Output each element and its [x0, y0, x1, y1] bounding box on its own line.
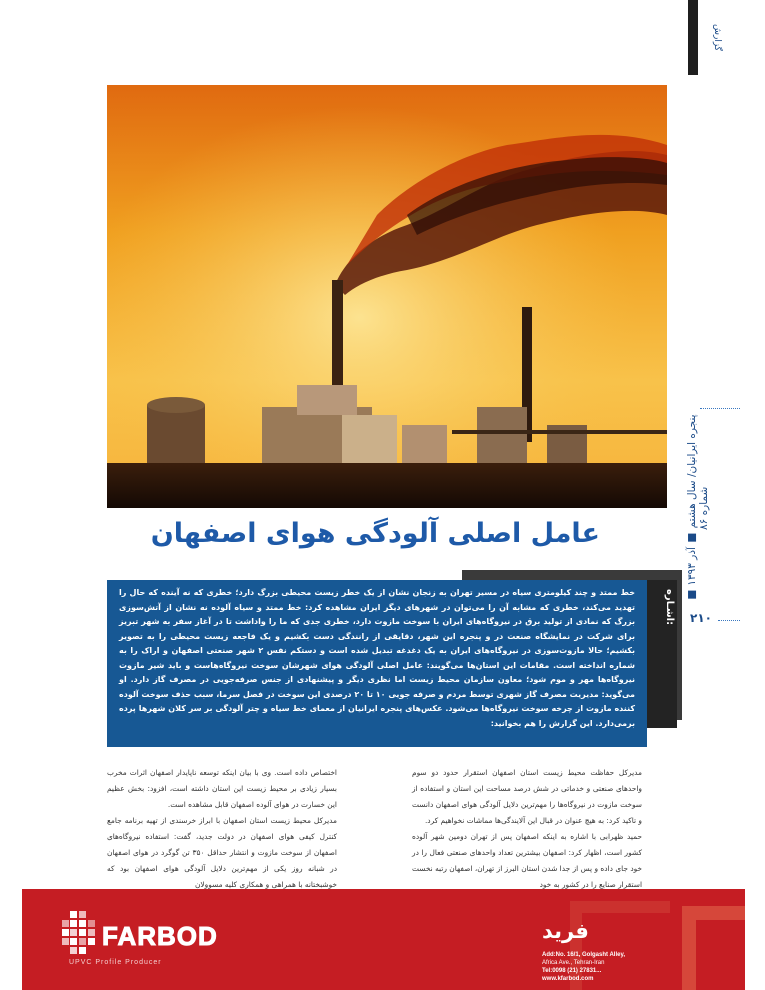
farbod-advertisement	[22, 889, 745, 990]
headline: عامل اصلی آلودگی هوای اصفهان	[150, 518, 600, 549]
lead-label-box	[647, 580, 677, 728]
farbod-logo-icon	[62, 911, 96, 957]
lead-label: اشـاره:	[664, 588, 675, 626]
power-plant-illustration	[107, 85, 667, 508]
lead-paragraph: خط ممتد و چند کیلومتری سیاه در مسیر تهران به زنجان نشان از یک خطر زیست محیطی بزرگ دارد؛ خطری که نه آینده که حال را تهدید می‌کند، خطری که مشابه آن را می‌توان در شهرهای دیگر ایران مشاهده کرد: خط ممتد و سیاه آلوده نه نشان از آتش‌سوزی بزرگ که نمادی از تولید برق در نیروگاه‌های ایران با سوخت مازوت دارد، خطری جدی که ما را واداشت تا در آغاز سفر به شهر تبریز برای شرکت در نمایشگاه صنعت در و پنجره این شهر، دقایقی از رانندگی دست بکشیم و یک فاجعه زیست محیطی را به تصویر بکشیم؛ حالا مازوت‌سوزی در نیروگاه‌های ایران به یک دغدغه تبدیل شده است و دستکم نفس ۲ شهر صنعتی اصفهان و اراک را به شماره انداخته است. مقامات این استان‌ها می‌گویند: عامل اصلی آلودگی هوای شهرشان سوخت نیروگاه‌هاست و باید شیر مازوت نیروگاه‌ها مهر و موم شود؛ معاون سازمان محیط زیست اما نظری دیگر و پیشنهادی از جنس صرفه‌جویی در مصرف گاز دارد. او می‌گوید: مدیریت مصرف گاز شهری توسط مردم و صرفه جویی ۱۰ تا ۲۰ درصدی این سوخت در فصل سرما، سبب حذف سوخت آلوده کننده مازوت از چرخه سوخت نیروگاه‌ها می‌شود. عکس‌های پنجره ایرانیان از معمای خط سیاه و چتر آلودگی بر سر کلان شهرها پرده برمی‌دارد. این گزارش را هم بخوانید:	[107, 580, 647, 747]
body-paragraph: مدیرکل محیط زیست استان اصفهان با ابراز خرسندی از تهیه برنامه جامع کنترل کیفی هوای اصفهان در دولت جدید، گفت: استفاده نیروگاه‌های اصفهان از سوخت مازوت و انتشار حداقل ۳۵۰ تن گوگرد در هوای اصفهان در شبانه روز یکی از مهم‌ترین دلایل آلودگی هوای اصفهان بود که خوشبختانه با همراهی و همکاری کلیه مسوولان	[107, 816, 337, 889]
body-column-left	[107, 765, 337, 889]
farbod-wordmark: FARBOD	[102, 921, 218, 951]
dotted-rule-top	[700, 408, 740, 409]
address-line: Add:No. 16/1, Golgasht Alley,	[542, 952, 626, 958]
magazine-strip: پنجره ایرانیان/ سال هشتم ■ آذر ۱۳۹۳ ■ شماره ۸۶	[686, 414, 710, 602]
ad-address	[542, 951, 702, 983]
body-paragraph: اختصاص داده است. وی با بیان اینکه توسعه ناپایدار اصفهان اثرات مخرب بسیار زیادی بر محیط زیست این استان داشته است، افزود: بخش عظیم این خسارت در هوای آلوده اصفهان قابل مشاهده است.	[107, 768, 337, 809]
dotted-rule-page	[718, 620, 740, 621]
address-line: www.kfarbod.com	[542, 976, 594, 982]
power-plant-photo	[107, 85, 667, 508]
address-line: Tel:0098 (21) 27831...	[542, 968, 602, 974]
farbod-persian-logo: فرید	[542, 919, 589, 943]
address-line: Africa Ave., Tehran-Iran	[542, 960, 605, 966]
section-label: گزارش	[712, 24, 722, 52]
farbod-tagline: UPVC Profile Producer	[69, 959, 162, 966]
body-column-right	[412, 765, 642, 889]
body-paragraph: مدیرکل حفاظت محیط زیست استان اصفهان استقرار حدود دو سوم واحدهای صنعتی و خدماتی در شش درصد مساحت این استان و استفاده از سوخت مازوت در نیروگاه‌ها را مهم‌ترین دلایل آلودگی هوای اصفهان دانست و تاکید کرد: به هیچ عنوان در قبال این آلایندگی‌ها مماشات نخواهیم کرد.	[412, 768, 642, 825]
section-tab	[688, 0, 722, 75]
body-paragraph: حمید ظهرابی با اشاره به اینکه اصفهان پس از تهران دومین شهر آلوده کشور است، اظهار کرد: اصفهان بیشترین تعداد واحدهای صنعتی فعال را در خود جای داده و پس از جدا شدن استان البرز از تهران، اصفهان رتبه نخست استقرار صنایع را در کشور به خود	[412, 832, 642, 889]
section-tab-inner	[694, 0, 722, 75]
page-number: ۲۱۰	[690, 611, 712, 625]
